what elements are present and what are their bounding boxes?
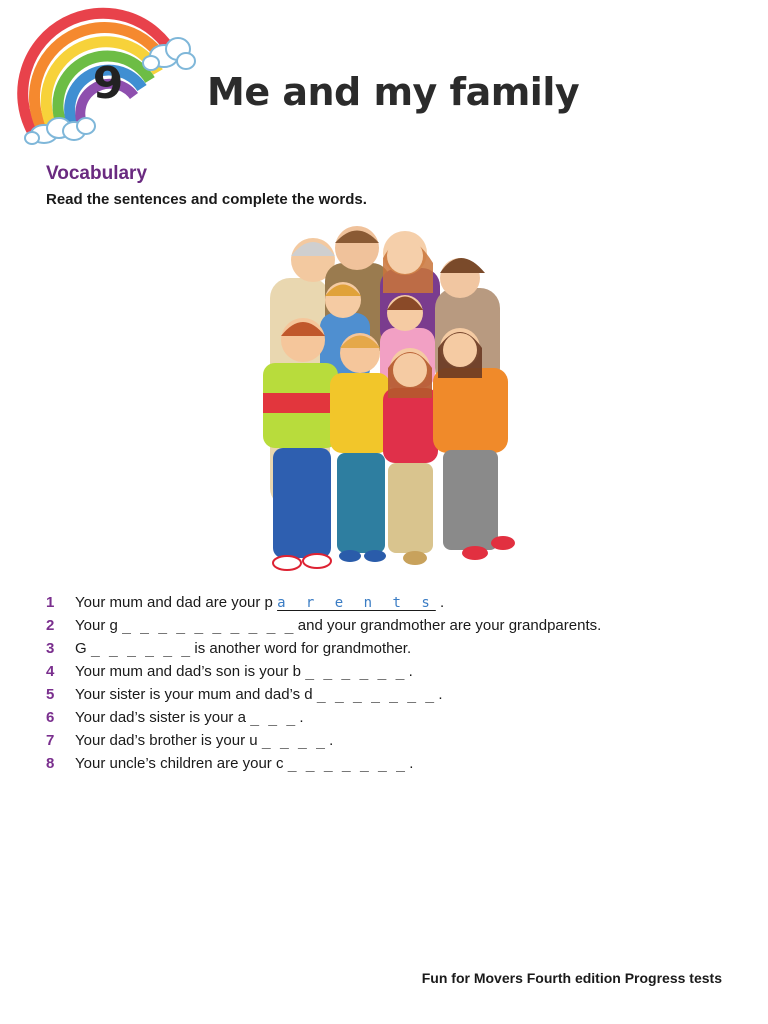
question-end: . — [325, 732, 334, 749]
question-text: Your mum and dad are your p — [75, 594, 278, 611]
question-text: Your g — [75, 617, 122, 634]
question-text: Your uncle’s children are your c — [75, 755, 288, 772]
question-item — [46, 637, 746, 660]
question-list — [46, 591, 746, 775]
instruction-text: Read the sentences and complete the words. — [46, 191, 367, 208]
question-item — [46, 591, 746, 614]
question-text: G — [75, 640, 91, 657]
page-title: Me and my family — [207, 70, 580, 114]
footer-text: Fun for Movers Fourth edition Progress tests — [421, 970, 722, 986]
question-text: Your dad’s sister is your a — [75, 709, 251, 726]
answer-blank[interactable]: _ _ _ _ — [261, 731, 326, 749]
family-illustration — [255, 218, 520, 578]
question-text: Your mum and dad’s son is your b — [75, 663, 306, 680]
question-end: . — [295, 709, 304, 726]
question-end: . — [404, 663, 413, 680]
answer-blank[interactable]: _ _ _ _ _ _ — [90, 639, 191, 657]
answer-blank[interactable]: _ _ _ _ _ _ _ — [287, 754, 406, 772]
question-item — [46, 752, 746, 775]
question-number: 2 — [46, 617, 55, 634]
question-text: Your sister is your mum and dad’s d — [75, 686, 317, 703]
question-end: is another word for grandmother. — [190, 640, 412, 657]
question-end: . — [435, 594, 445, 611]
question-text: Your dad’s brother is your u — [75, 732, 262, 749]
question-number: 3 — [46, 640, 55, 657]
answer-blank[interactable]: _ _ _ _ _ _ _ — [316, 685, 435, 703]
question-item — [46, 614, 746, 637]
answer-blank[interactable]: _ _ _ — [250, 708, 296, 726]
answer-blank[interactable]: _ _ _ _ _ _ _ _ _ _ — [122, 616, 294, 634]
question-item — [46, 660, 746, 683]
unit-number: 9 — [92, 58, 124, 109]
question-number: 1 — [46, 594, 55, 611]
question-end: . — [405, 755, 414, 772]
question-number: 6 — [46, 709, 55, 726]
section-heading: Vocabulary — [46, 163, 148, 184]
question-item — [46, 729, 746, 752]
question-end: . — [434, 686, 443, 703]
question-item — [46, 706, 746, 729]
question-number: 8 — [46, 755, 55, 772]
question-item — [46, 683, 746, 706]
answer-blank[interactable]: _ _ _ _ _ _ — [305, 662, 405, 680]
question-end: and your grandmother are your grandparents. — [293, 617, 602, 634]
answer-filled[interactable]: a r e n t s — [277, 595, 436, 611]
question-number: 5 — [46, 686, 55, 703]
question-number: 7 — [46, 732, 55, 749]
question-number: 4 — [46, 663, 55, 680]
